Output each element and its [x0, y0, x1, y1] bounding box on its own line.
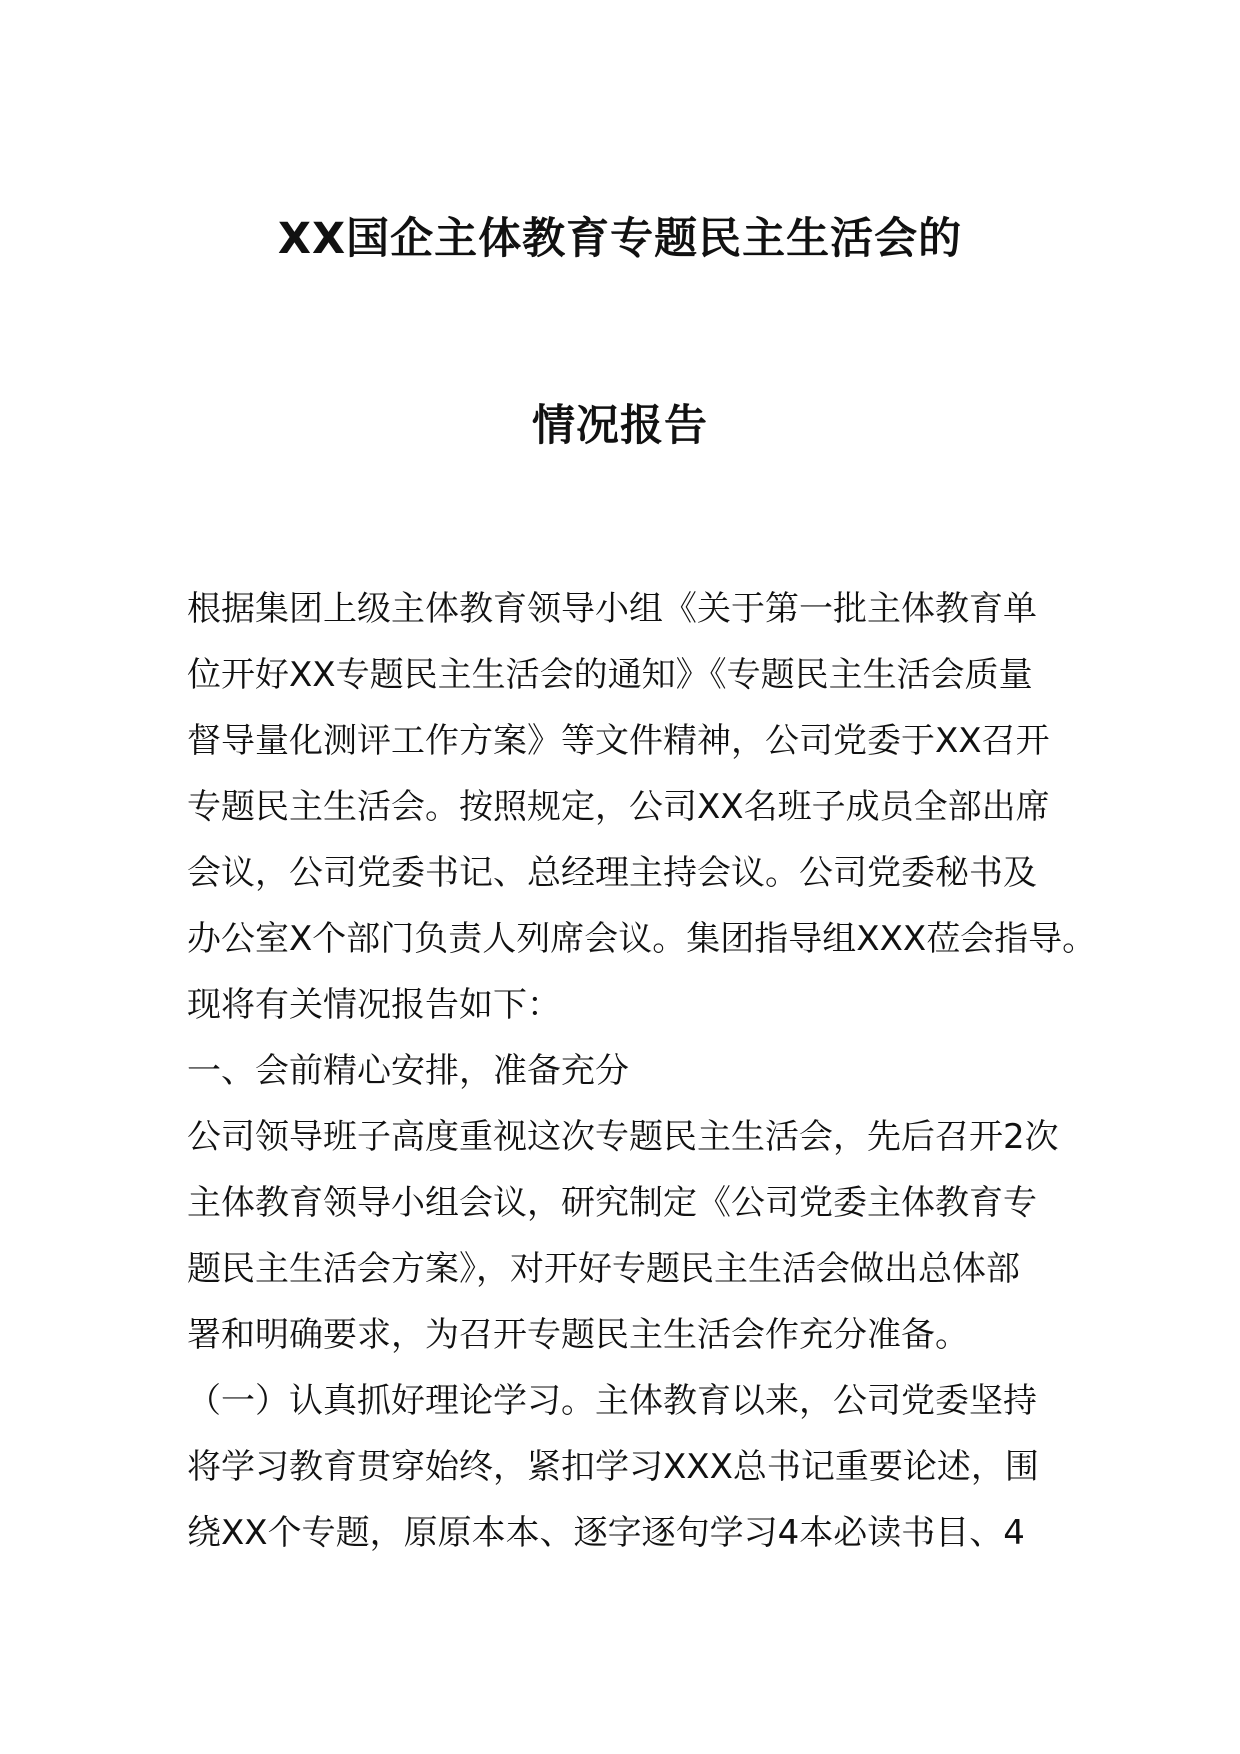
- body-line: 专题民主生活会。按照规定，公司XX名班子成员全部出席: [187, 787, 1050, 827]
- document-title-line-1: XX国企主体教育专题民主生活会的: [277, 214, 963, 264]
- section-heading: 一、会前精心安排，准备充分: [187, 1051, 629, 1091]
- body-line: 根据集团上级主体教育领导小组《关于第一批主体教育单: [187, 589, 1037, 629]
- body-line: 公司领导班子高度重视这次专题民主生活会，先后召开2次: [187, 1117, 1059, 1157]
- body-line: 会议，公司党委书记、总经理主持会议。公司党委秘书及: [187, 853, 1037, 893]
- body-line: 主体教育领导小组会议，研究制定《公司党委主体教育专: [187, 1183, 1037, 1223]
- body-line: 办公室X个部门负责人列席会议。集团指导组XXX莅会指导。: [187, 919, 1097, 959]
- body-line: 将学习教育贯穿始终，紧扣学习XXX总书记重要论述，围: [187, 1447, 1039, 1487]
- body-line: 绕XX个专题，原原本本、逐字逐句学习4本必读书目、4: [187, 1513, 1025, 1553]
- body-line: 督导量化测评工作方案》等文件精神，公司党委于XX召开: [187, 721, 1050, 761]
- body-line: 署和明确要求，为召开专题民主生活会作充分准备。: [187, 1315, 969, 1355]
- body-line: 现将有关情况报告如下：: [187, 985, 561, 1025]
- subsection-line: （一）认真抓好理论学习。主体教育以来，公司党委坚持: [187, 1381, 1037, 1421]
- document-title-line-2: 情况报告: [532, 401, 708, 451]
- body-line: 位开好XX专题民主生活会的通知》《专题民主生活会质量: [187, 655, 1033, 695]
- document-body: [187, 576, 1097, 1566]
- body-line: 题民主生活会方案》，对开好专题民主生活会做出总体部: [187, 1249, 1020, 1289]
